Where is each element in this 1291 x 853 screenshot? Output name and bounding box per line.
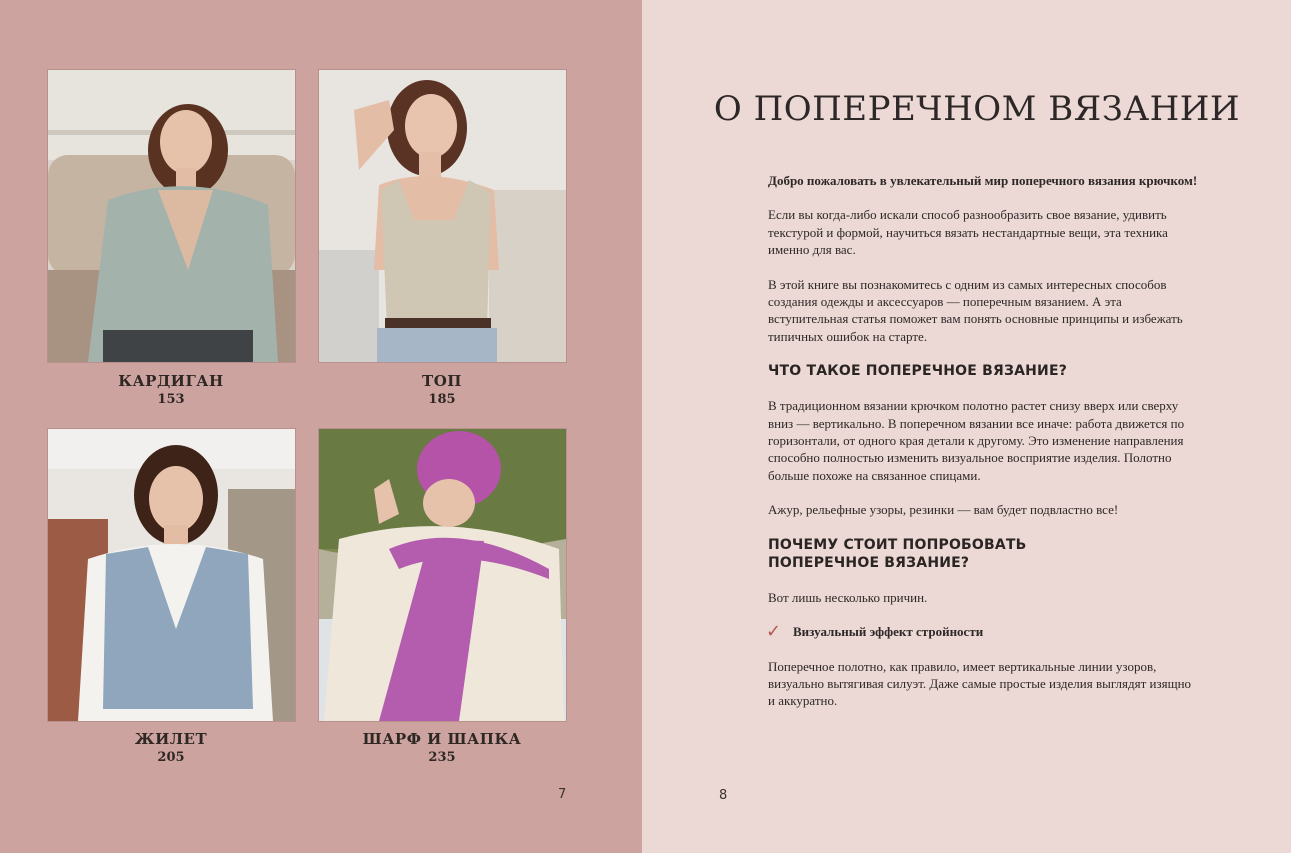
section-heading-what: ЧТО ТАКОЕ ПОПЕРЕЧНОЕ ВЯЗАНИЕ? bbox=[768, 363, 1068, 380]
caption-scarf-hat bbox=[318, 730, 566, 767]
item-name: ЖИЛЕТ bbox=[134, 730, 208, 748]
lead-paragraph: Добро пожаловать в увлекательный мир поперечного вязания крючком! bbox=[768, 173, 1198, 188]
scarf-hat-photo bbox=[318, 428, 567, 722]
caption-top bbox=[318, 372, 566, 409]
item-page: 153 bbox=[157, 392, 185, 407]
item-page: 235 bbox=[428, 750, 456, 765]
heading-line-1: ПОЧЕМУ СТОИТ ПОПРОБОВАТЬ bbox=[768, 536, 1027, 553]
item-name: ШАРФ И ШАПКА bbox=[362, 730, 522, 748]
page-number-right: 8 bbox=[719, 788, 728, 803]
caption-vest bbox=[47, 730, 295, 767]
cardigan-photo bbox=[47, 69, 296, 363]
page-title: О ПОПЕРЕЧНОМ ВЯЗАНИИ bbox=[713, 88, 1241, 129]
heading-line-2: ПОПЕРЕЧНОЕ ВЯЗАНИЕ? bbox=[768, 554, 970, 571]
page-number-left: 7 bbox=[558, 787, 567, 802]
top-photo bbox=[318, 69, 567, 363]
vest-photo bbox=[47, 428, 296, 722]
item-name: ТОП bbox=[422, 372, 462, 390]
caption-cardigan bbox=[47, 372, 295, 409]
what-paragraph-2: Ажур, рельефные узоры, резинки — вам будет подвластно все! bbox=[768, 502, 1119, 518]
bullet-label: Визуальный эффект стройности bbox=[793, 624, 984, 640]
reasons-intro: Вот лишь несколько причин. bbox=[768, 589, 928, 605]
what-paragraph-1: В традиционном вязании крючком полотно растет снизу вверх или сверху вниз — вертикально. В поперечном вязании все иначе: работа движется по горизонтали, от одного края детали к другому. Это изменение направления способно полностью изменить визуальное восприятие изделия. Полотно больше похоже на связанное спицами. bbox=[768, 398, 1185, 483]
bullet-item bbox=[766, 621, 1200, 643]
bullet-paragraph: Поперечное полотно, как правило, имеет вертикальные линии узоров, визуально вытягивая силуэт. Даже самые простые изделия выглядят изящно и аккуратно. bbox=[768, 658, 1192, 709]
item-page: 205 bbox=[157, 750, 185, 765]
intro-paragraph-1: Если вы когда-либо искали способ разнообразить свое вязание, удивить текстурой и формой, научиться вязать нестандартные вещи, эта техника именно для вас. bbox=[768, 207, 1168, 258]
item-page: 185 bbox=[428, 392, 456, 407]
item-name: КАРДИГАН bbox=[118, 372, 224, 390]
intro-paragraph-2: В этой книге вы познакомитесь с одним из самых интересных способов создания одежды и аксессуаров — поперечным вязанием. А эта вступительная статья поможет вам понять основные принципы и избежать типичных ошибок на старте. bbox=[768, 276, 1183, 344]
section-heading-why bbox=[768, 536, 1200, 572]
checkmark-icon: ✓ bbox=[766, 621, 782, 643]
article-body bbox=[768, 172, 1200, 727]
